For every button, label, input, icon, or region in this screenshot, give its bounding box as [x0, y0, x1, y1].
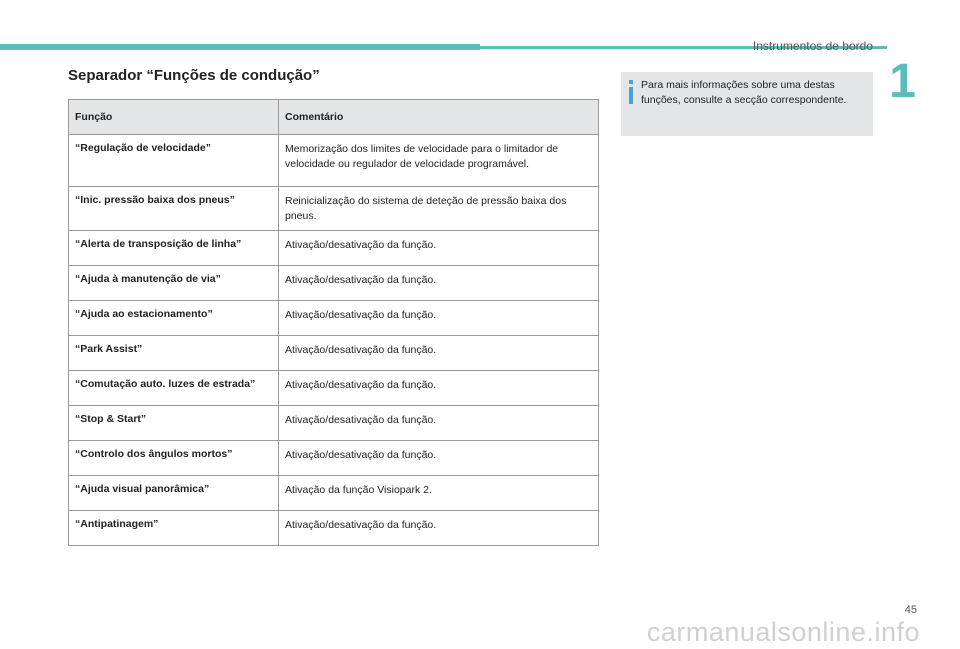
function-cell: “Inic. pressão baixa dos pneus”: [69, 187, 279, 231]
function-cell: “Ajuda ao estacionamento”: [69, 301, 279, 336]
comment-cell: Ativação/desativação da função.: [279, 511, 599, 546]
info-box: [621, 72, 873, 136]
table-row: [69, 476, 599, 511]
functions-table: [68, 99, 599, 546]
function-cell: “Ajuda à manutenção de via”: [69, 266, 279, 301]
comment-cell: Reinicialização do sistema de deteção de pressão baixa dos pneus.: [279, 187, 599, 231]
comment-cell: Memorização dos limites de velocidade para o limitador de velocidade ou regulador de velocidade programável.: [279, 135, 599, 187]
function-cell: “Controlo dos ângulos mortos”: [69, 441, 279, 476]
table-row: [69, 511, 599, 546]
table-row: [69, 187, 599, 231]
function-cell: “Ajuda visual panorâmica”: [69, 476, 279, 511]
function-cell: “Park Assist”: [69, 336, 279, 371]
header-accent-bar: [0, 44, 480, 50]
section-title: Separador “Funções de condução”: [68, 67, 320, 84]
comment-cell: Ativação/desativação da função.: [279, 336, 599, 371]
table-row: [69, 441, 599, 476]
function-cell: “Stop & Start”: [69, 406, 279, 441]
comment-cell: Ativação da função Visiopark 2.: [279, 476, 599, 511]
info-icon: [629, 80, 633, 104]
table-row: [69, 406, 599, 441]
chapter-title: Instrumentos de bordo: [752, 39, 873, 53]
comment-cell: Ativação/desativação da função.: [279, 231, 599, 266]
table-row: [69, 266, 599, 301]
function-cell: “Comutação auto. luzes de estrada”: [69, 371, 279, 406]
table-row: [69, 135, 599, 187]
watermark: carmanualsonline.info: [646, 617, 920, 647]
table-row: [69, 301, 599, 336]
function-cell: “Alerta de transposição de linha”: [69, 231, 279, 266]
chapter-number: 1: [889, 55, 916, 108]
table-row: [69, 336, 599, 371]
comment-cell: Ativação/desativação da função.: [279, 266, 599, 301]
comment-cell: Ativação/desativação da função.: [279, 441, 599, 476]
table-row: [69, 371, 599, 406]
info-text: Para mais informações sobre uma destas funções, consulte a secção correspondente.: [641, 79, 847, 106]
function-cell: “Antipatinagem”: [69, 511, 279, 546]
function-cell: “Regulação de velocidade”: [69, 135, 279, 187]
column-header-function: Função: [69, 100, 279, 135]
table-row: [69, 231, 599, 266]
page-number: 45: [904, 604, 917, 616]
comment-cell: Ativação/desativação da função.: [279, 371, 599, 406]
table-header-row: [69, 100, 599, 135]
column-header-comment: Comentário: [279, 100, 599, 135]
comment-cell: Ativação/desativação da função.: [279, 301, 599, 336]
comment-cell: Ativação/desativação da função.: [279, 406, 599, 441]
